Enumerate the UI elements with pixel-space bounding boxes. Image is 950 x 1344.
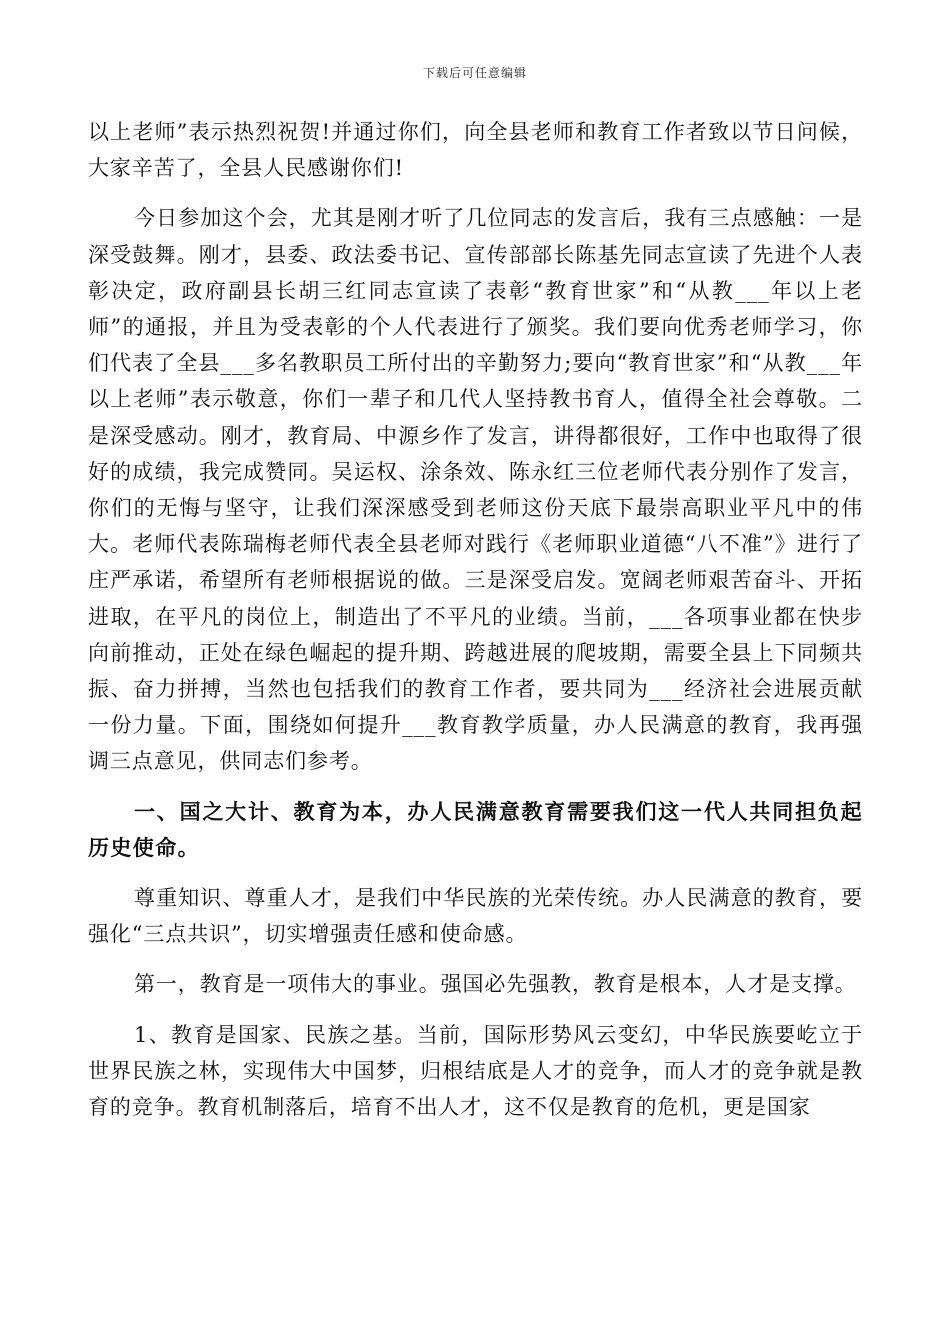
page-header: 下载后可任意编辑: [422, 66, 527, 80]
paragraph-point-one: 第一，教育是一项伟大的事业。强国必先强教，教育是根本，人才是支撑。: [134, 972, 857, 997]
paragraph-item-1: 1、教育是国家、民族之基。当前，国际形势风云变幻，中华民族要屹立于世界民族之林，实现伟大中国梦，归根结底是人才的竞争，而人才的竞争就是教育的竞争。教育机制落后，培育不出人才，这不仅是教育的危机，更是国家: [88, 1022, 863, 1120]
paragraph-consensus: 尊重知识、尊重人才，是我们中华民族的光荣传统。办人民满意的教育，要强化“三点共识”，切实增强责任感和使命感。: [88, 886, 863, 947]
paragraph-feelings: 今日参加这个会，尤其是刚才听了几位同志的发言后，我有三点感触：一是深受鼓舞。刚才，县委、政法委书记、宣传部部长陈基先同志宣读了先进个人表彰决定，政府副县长胡三红同志宣读了表彰“教育世家”和“从教___年以上老师”的通报，并且为受表彰的个人代表进行了颁奖。我们要向优秀老师学习，你们代表了全县___多名教职员工所付出的辛勤努力;要向“教育世家”和“从教___年以上老师”表示敬意，你们一辈子和几代人坚持教书育人，值得全社会尊敬。二是深受感动。刚才，教育局、中源乡作了发言，讲得都很好，工作中也取得了很好的成绩，我完成赞同。吴运权、涂条效、陈永红三位老师代表分别作了发言，你们的无悔与坚守，让我们深深感受到老师这份天底下最崇高职业平凡中的伟大。老师代表陈瑞梅老师代表全县老师对践行《老师职业道德“八不准”》进行了庄严承诺，希望所有老师根据说的做。三是深受启发。宽阔老师艰苦奋斗、开拓进取，在平凡的岗位上，制造出了不平凡的业绩。当前，___各项事业都在快步向前推动，正处在绿色崛起的提升期、跨越进展的爬坡期，需要全县上下同频共振、奋力拼搏，当然也包括我们的教育工作者，要共同为___经济社会进展贡献一份力量。下面，围绕如何提升___教育教学质量，办人民满意的教育，我再强调三点意见，供同志们参考。: [88, 206, 863, 774]
paragraph-continued: 以上老师”表示热烈祝贺!并通过你们，向全县老师和教育工作者致以节日问候，大家辛苦了，全县人民感谢你们!: [88, 120, 863, 181]
document-body: [88, 114, 863, 1125]
section-heading-1: 一、国之大计、教育为本，办人民满意教育需要我们这一代人共同担负起历史使命。: [88, 799, 863, 860]
